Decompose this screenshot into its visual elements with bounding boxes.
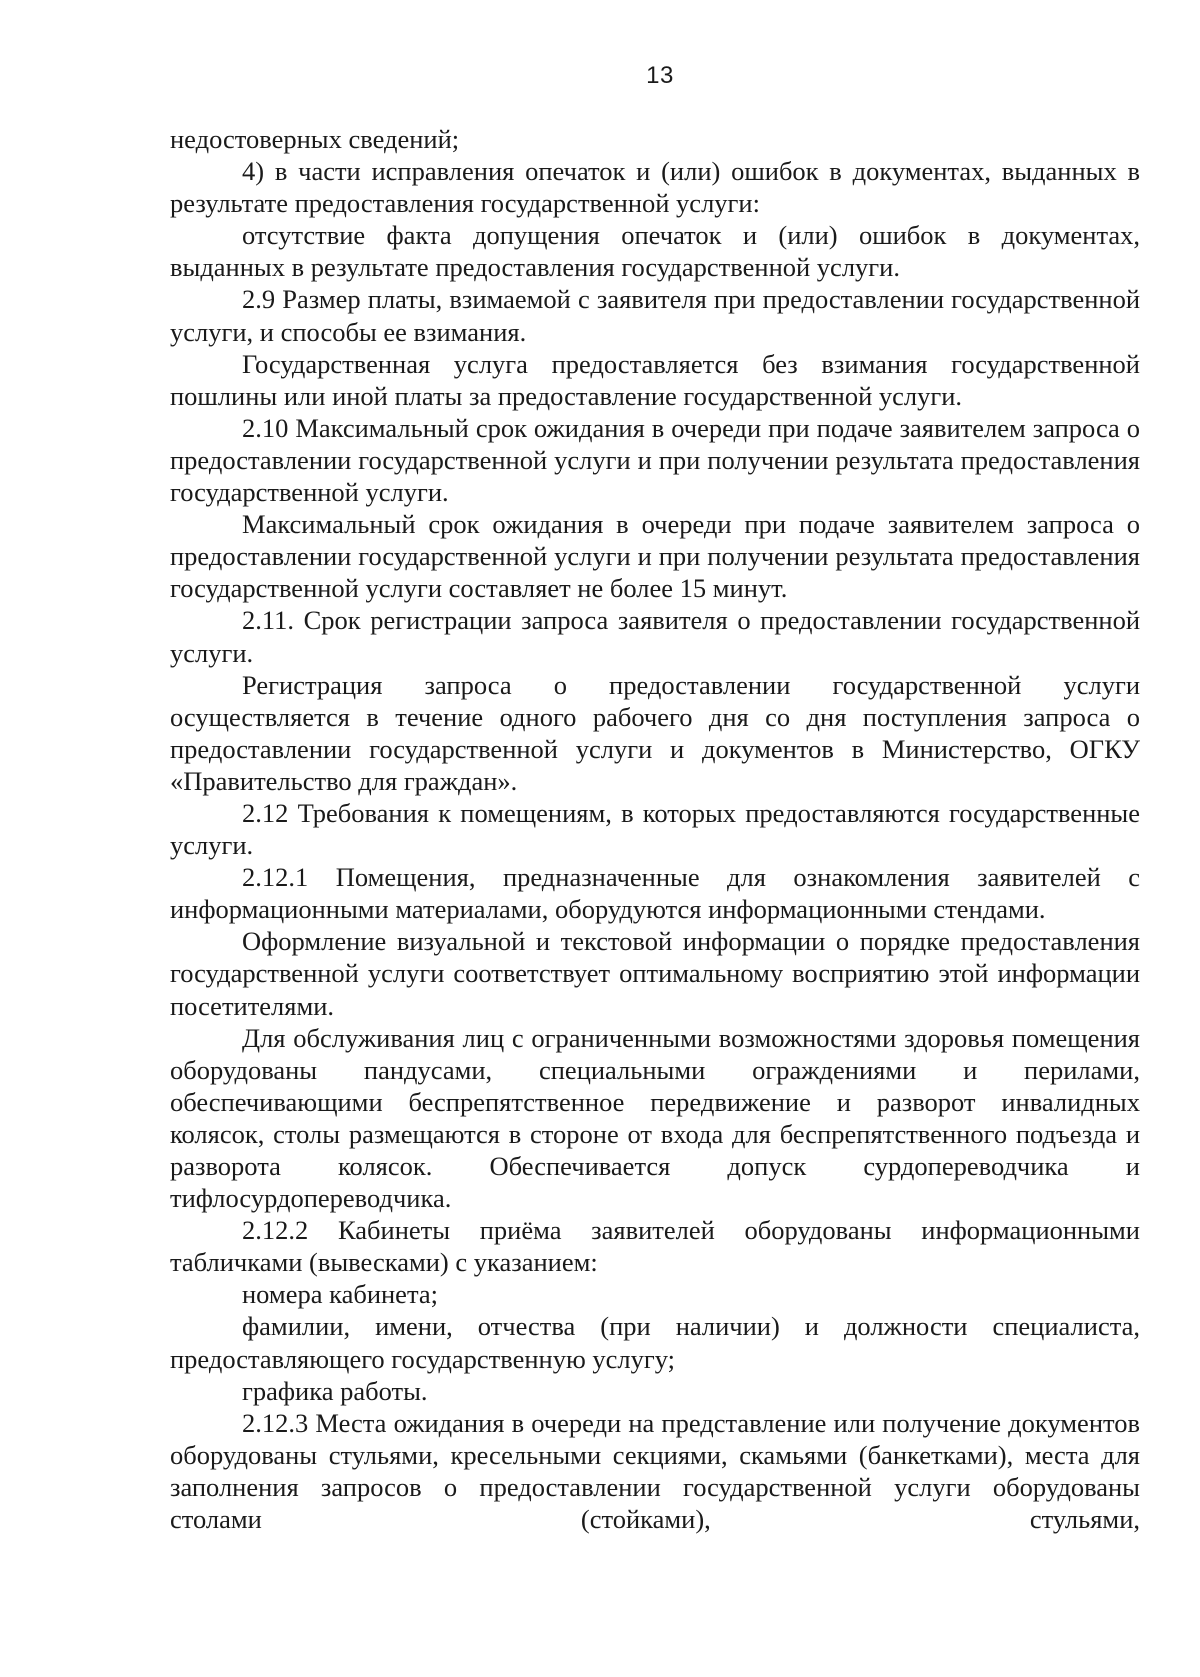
paragraph: номера кабинета; xyxy=(242,1279,438,1310)
paragraph: 2.12 Требования к помещениям, в которых предоставляются государственные услуги. xyxy=(170,797,1140,861)
paragraph: Оформление визуальной и текстовой информации о порядке предоставления государственной услуги соответствует оптимальному восприятию этой информации посетителями. xyxy=(170,926,1140,1021)
paragraph: недостоверных сведений; xyxy=(170,124,460,154)
paragraph: отсутствие факта допущения опечаток и (или) ошибок в документах, выданных в результате предоставления государственной услуги. xyxy=(170,220,1140,283)
paragraph: Максимальный срок ожидания в очереди при подаче заявителем запроса о предоставлении государственной услуги и при получении результата предоставления государственной услуги составляет не более 15 минут. xyxy=(170,509,1140,604)
paragraph: Для обслуживания лиц с ограниченными возможностями здоровья помещения оборудованы пандусами, специальными ограждениями и перилами, обеспечивающими беспрепятственное передвижение и разворот инвалидных колясок, столы размещаются в стороне от входа для беспрепятственного подъезда и разворота колясок. Обеспечивается допуск сурдопереводчика и тифлосурдопереводчика. xyxy=(170,1022,1140,1214)
paragraph: 2.10 Максимальный срок ожидания в очереди при подаче заявителем запроса о предоставлении государственной услуги и при получении результата предоставления государственной услуги. xyxy=(170,412,1140,508)
paragraph: 2.12.1 Помещения, предназначенные для ознакомления заявителей с информационными материалами, оборудуются информационными стендами. xyxy=(170,862,1140,925)
paragraph: 2.12.2 Кабинеты приёма заявителей оборудованы информационными табличками (вывесками) с указанием: xyxy=(170,1215,1140,1278)
paragraph: графика работы. xyxy=(242,1375,428,1406)
paragraph: 2.12.3 Места ожидания в очереди на представление или получение документов оборудованы стульями, кресельными секциями, скамьями (банкетками), места для заполнения запросов о предоставлении государственной услуги оборудованы столами (стойками), стульями, xyxy=(170,1407,1140,1535)
paragraph: Государственная услуга предоставляется без взимания государственной пошлины или иной платы за предоставление государственной услуги. xyxy=(170,348,1140,411)
paragraph: 4) в части исправления опечаток и (или) ошибок в документах, выданных в результате предоставления государственной услуги: xyxy=(170,156,1140,219)
paragraph: фамилии, имени, отчества (при наличии) и должности специалиста, предоставляющего государственную услугу; xyxy=(170,1311,1140,1374)
paragraph: Регистрация запроса о предоставлении государственной услуги осуществляется в течение одного рабочего дня со дня поступления запроса о предоставлении государственной услуги и документов в Министерство, ОГКУ «Правительство для граждан». xyxy=(170,669,1140,796)
paragraph: 2.11. Срок регистрации запроса заявителя о предоставлении государственной услуги. xyxy=(170,605,1140,668)
document-body xyxy=(170,123,1140,1535)
page-number: 13 xyxy=(646,62,674,89)
paragraph: 2.9 Размер платы, взимаемой с заявителя при предоставлении государственной услуги, и способы ее взимания. xyxy=(170,284,1140,347)
